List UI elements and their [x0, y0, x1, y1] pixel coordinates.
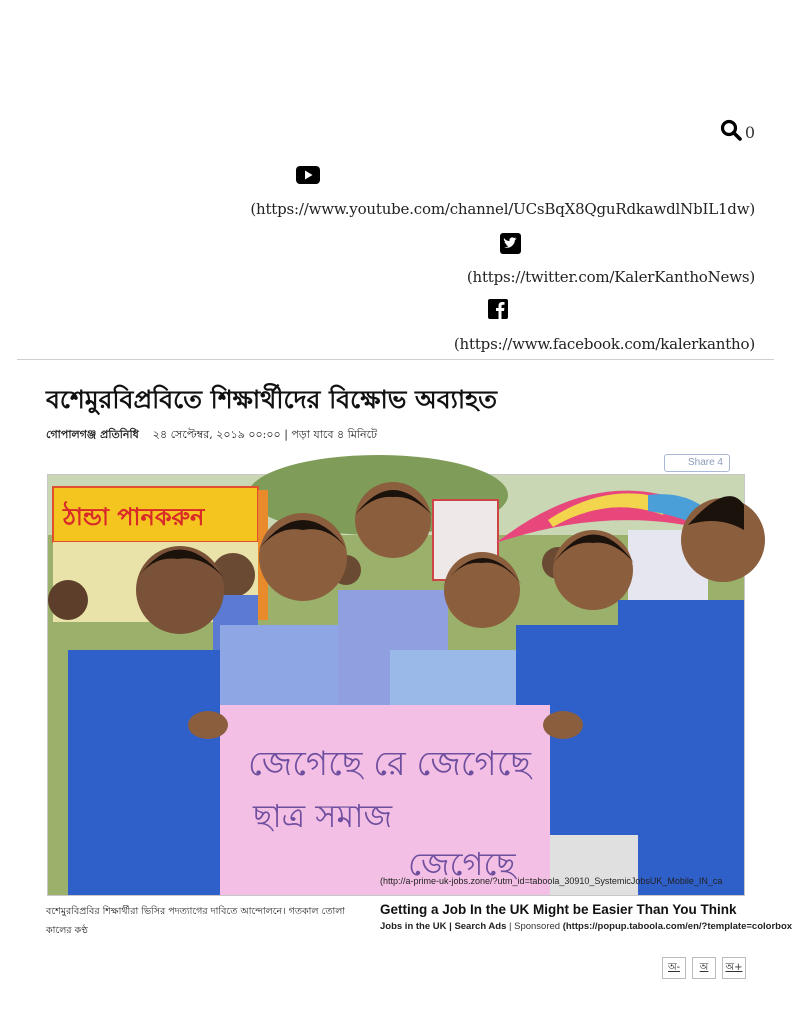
article-date: ২৪ সেপ্টেম্বর, ২০১৯ ০০:০০	[152, 428, 281, 441]
facebook-link[interactable]	[454, 335, 755, 353]
caption-text: বশেমুরবিপ্রবির শিক্ষার্থীরা ভিসির পদত্যাগের দাবিতে আন্দোলনে। গতকাল তোলা	[46, 906, 346, 917]
shop-sign-text: ঠান্ডা পানকরুন	[63, 503, 205, 531]
ad-source-line	[380, 921, 792, 932]
search-icon[interactable]	[720, 119, 742, 141]
placard-line-3: জেগেছে	[408, 845, 516, 883]
photo-caption	[46, 902, 380, 940]
search-count: 0	[744, 123, 755, 142]
placard-line-2: ছাত্র সমাজ	[253, 797, 393, 835]
facebook-url[interactable]: (https://www.facebook.com/kalerkantho)	[453, 335, 755, 353]
search-area	[720, 119, 755, 141]
youtube-icon[interactable]	[296, 166, 320, 184]
protest-photo-illustration	[48, 475, 744, 895]
ad-sponsored-link[interactable]: (https://popup.taboola.com/en/?template=colorbox	[562, 921, 792, 932]
twitter-url[interactable]: (https://twitter.com/KalerKanthoNews)	[466, 268, 755, 286]
youtube-link[interactable]	[250, 200, 755, 218]
font-decrease-button[interactable]: অ-	[662, 957, 686, 979]
facebook-icon[interactable]	[488, 299, 508, 319]
ad-sponsored: | Sponsored	[509, 921, 561, 932]
article-author[interactable]: গোপালগঞ্জ প্রতিনিধি	[46, 428, 139, 441]
share-button[interactable]: Share 4	[664, 454, 730, 472]
ad-link[interactable]: (http://a-prime-uk-jobs.zone/?utm_id=taboola_30910_SystemicJobsUK_Mobile_IN_ca	[380, 876, 723, 886]
font-size-controls	[662, 957, 746, 979]
meta-separator: |	[284, 428, 292, 441]
header-divider	[17, 359, 774, 360]
ad-source[interactable]: Jobs in the UK | Search Ads	[380, 921, 507, 932]
article-photo	[47, 474, 745, 896]
youtube-url[interactable]: (https://www.youtube.com/channel/UCsBqX8QguRdkawdlNbIL1dw)	[250, 200, 755, 218]
font-reset-button[interactable]: অ	[692, 957, 716, 979]
twitter-link[interactable]	[467, 268, 755, 286]
placard-line-1: জেগেছে রে জেগেছে	[248, 744, 531, 784]
font-increase-button[interactable]: অ+	[722, 957, 746, 979]
article-meta	[46, 426, 377, 445]
ad-title[interactable]: Getting a Job In the UK Might be Easier Than You Think	[380, 902, 737, 917]
caption-credit: কালের কণ্ঠ	[46, 925, 88, 936]
twitter-icon[interactable]	[500, 233, 521, 254]
article-headline: বশেমুরবিপ্রবিতে শিক্ষার্থীদের বিক্ষোভ অব্যাহত	[46, 385, 498, 414]
read-time: পড়া যাবে ৪ মিনিটে	[291, 428, 377, 441]
